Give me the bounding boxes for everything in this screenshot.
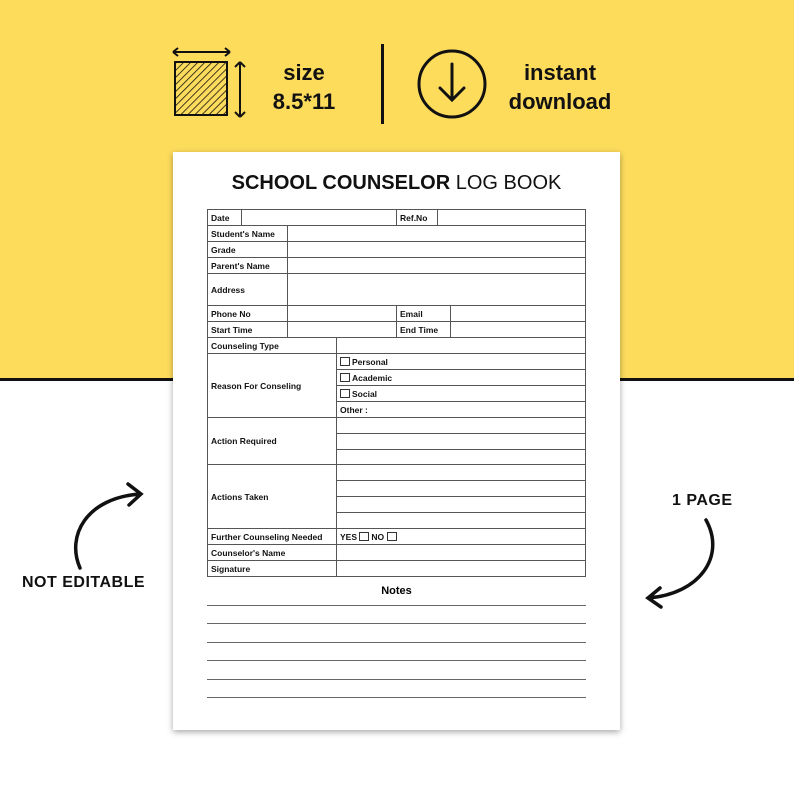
actions-taken-label: Actions Taken <box>208 465 337 529</box>
download-text-2: download <box>508 89 612 114</box>
start-label: Start Time <box>208 322 288 338</box>
checkbox <box>340 357 350 366</box>
curved-arrow-right-icon <box>640 516 724 612</box>
download-icon <box>416 48 488 120</box>
yes-checkbox <box>359 532 369 541</box>
date-field <box>242 210 397 226</box>
student-field <box>288 226 586 242</box>
option-social <box>337 386 586 402</box>
yes-label: YES <box>340 531 358 542</box>
date-label: Date <box>208 210 242 226</box>
title-rest: LOG BOOK <box>455 172 562 194</box>
end-field <box>451 322 586 338</box>
option-label: Academic <box>352 372 393 383</box>
notes-line <box>207 679 586 680</box>
action-required-label: Action Required <box>208 418 337 465</box>
phone-field <box>288 306 397 322</box>
signature-field <box>337 561 586 577</box>
notes-line <box>207 642 586 643</box>
end-label: End Time <box>397 322 451 338</box>
no-checkbox <box>387 532 397 541</box>
download-label <box>496 58 624 116</box>
title-bold: SCHOOL COUNSELOR <box>231 172 451 194</box>
option-academic <box>337 370 586 386</box>
grade-field <box>288 242 586 258</box>
checkbox <box>340 373 350 382</box>
notes-line <box>207 605 586 606</box>
size-value: 8.5*11 <box>272 89 336 114</box>
notes-line <box>207 697 586 698</box>
email-label: Email <box>397 306 451 322</box>
email-field <box>451 306 586 322</box>
ref-field <box>438 210 586 226</box>
type-label: Counseling Type <box>208 338 337 354</box>
phone-label: Phone No <box>208 306 288 322</box>
grade-label: Grade <box>208 242 288 258</box>
form-table <box>207 209 586 577</box>
size-text: size <box>283 60 325 85</box>
further-field <box>337 529 586 545</box>
download-text-1: instant <box>523 60 597 85</box>
notes-title: Notes <box>381 585 412 597</box>
counselor-label: Counselor's Name <box>208 545 337 561</box>
divider <box>381 44 384 124</box>
reason-label: Reason For Conseling <box>208 354 337 418</box>
curved-arrow-left-icon <box>66 476 150 572</box>
parent-label: Parent's Name <box>208 258 288 274</box>
option-label: Personal <box>352 356 388 367</box>
size-label <box>262 58 346 116</box>
signature-label: Signature <box>208 561 337 577</box>
one-page-label: 1 PAGE <box>672 492 733 509</box>
further-label: Further Counseling Needed <box>208 529 337 545</box>
address-label: Address <box>208 274 288 306</box>
notes-line <box>207 660 586 661</box>
page-size-icon <box>170 40 250 122</box>
log-book-page <box>173 152 620 730</box>
type-field <box>337 338 586 354</box>
option-label: Social <box>352 388 378 399</box>
counselor-field <box>337 545 586 561</box>
start-field <box>288 322 397 338</box>
no-label: NO <box>371 531 385 542</box>
checkbox <box>340 389 350 398</box>
not-editable-label: NOT EDITABLE <box>22 574 146 591</box>
address-field <box>288 274 586 306</box>
option-other: Other : <box>337 402 586 418</box>
parent-field <box>288 258 586 274</box>
notes-line <box>207 623 586 624</box>
form-title <box>173 172 620 195</box>
ref-label: Ref.No <box>397 210 438 226</box>
student-label: Student's Name <box>208 226 288 242</box>
option-personal <box>337 354 586 370</box>
